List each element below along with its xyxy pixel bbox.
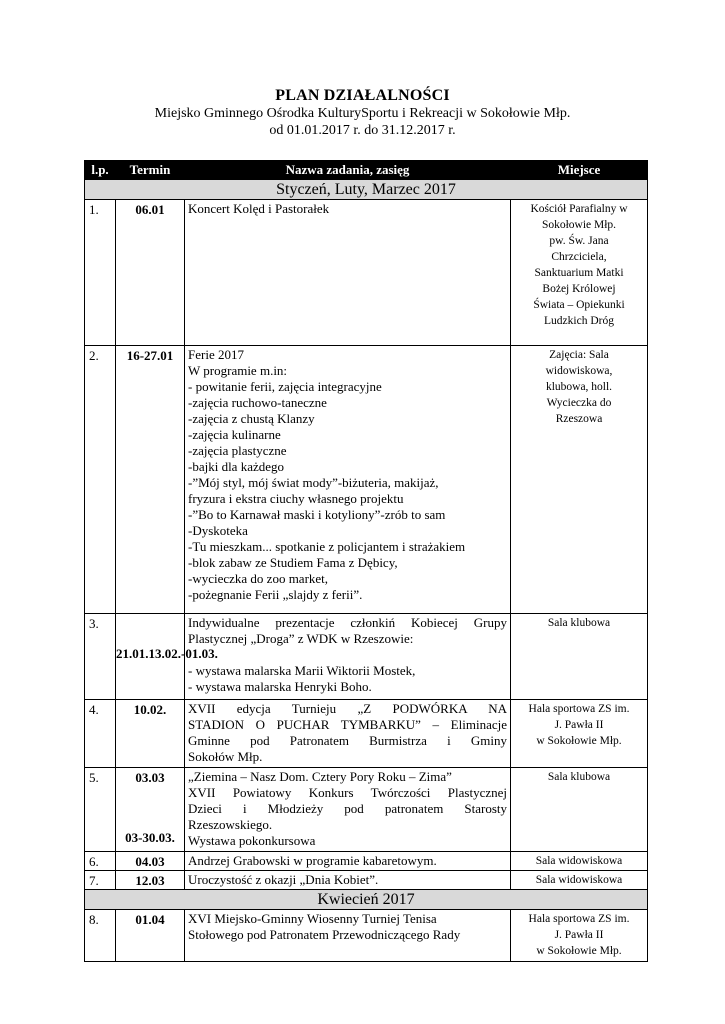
text-line: Świata – Opiekunki [533,299,625,311]
row-task-name [185,700,511,768]
row-term: 16-27.01 [116,346,185,614]
text-line: XVII edycja Turnieju „Z PODWÓRKA NA [188,701,507,716]
text-line: -zajęcia kulinarne [188,427,281,442]
text-line: STADION O PUCHAR TYMBARKU” – Eliminacje [188,717,507,732]
text-line: Zajęcia: Sala [549,349,609,361]
text-line: klubowa, holl. [545,381,613,393]
text-line: Rzeszowskiego. [188,817,273,832]
text-line: Sokołów Młp. [188,749,263,764]
text-line: 13.02.- [148,646,186,661]
text-line: Rzeszowa [555,413,603,425]
row-task-name [185,346,511,614]
table-row [85,768,648,852]
row-place [511,910,648,962]
text-line: -Tu mieszkam... spotkanie z policjantem i strażakiem [188,539,466,554]
row-place [511,768,648,852]
row-task-name [185,871,511,890]
text-line: Uroczystość z okazji „Dnia Kobiet”. [188,872,379,887]
text-line: 21.01. [116,646,149,661]
table-row [85,346,648,614]
text-line: Hala sportowa ZS im. [528,913,630,925]
text-line: Sanktuarium Matki [534,267,624,279]
row-place [511,871,648,890]
text-line: widowiskowa, [545,365,613,377]
text-line: -zajęcia ruchowo-taneczne [188,395,327,410]
text-line: Wystawa pokonkursowa [188,833,316,848]
section-heading: Kwiecień 2017 [85,890,648,910]
section-row-q1 [85,180,648,200]
text-line: -bajki dla każdego [188,459,285,474]
text-line: w Sokołowie Młp. [536,735,622,747]
row-number: 3. [85,614,116,700]
text-line: -wycieczka do zoo market, [188,571,329,586]
column-header-lp: l.p. [85,161,116,180]
text-line: Plastycznej „Droga” z WDK w Rzeszowie: [188,631,414,646]
table-row [85,852,648,871]
text-line: Wycieczka do [546,397,612,409]
text-line: Bożej Królowej [542,283,616,295]
column-header-place: Miejsce [511,161,648,180]
row-place [511,200,648,346]
text-line [188,647,507,663]
text-line: 03.03 [135,770,165,785]
text-line: W programie m.in: [188,363,288,378]
row-task-name [185,768,511,852]
column-header-name: Nazwa zadania, zasięg [185,161,511,180]
text-line: -blok zabaw ze Studiem Fama z Dębicy, [188,555,398,570]
activity-plan-table [84,160,648,962]
row-task-name [185,614,511,700]
row-number: 6. [85,852,116,871]
text-line: - wystawa malarska Henryki Boho. [188,679,372,694]
text-line: „Ziemina – Nasz Dom. Cztery Pory Roku – Zima” [188,769,452,784]
text-line: Sala klubowa [547,617,611,629]
text-line: Sala widowiskowa [535,855,623,867]
table-row [85,614,648,700]
row-task-name [185,200,511,346]
text-line: Gminne pod Patronatem Burmistrza i Gminy [188,733,507,748]
text-line: 01.03. [185,646,218,661]
text-line: -zajęcia plastyczne [188,443,287,458]
text-line: - wystawa malarska Marii Wiktorii Mostek, [188,663,416,678]
row-task-name [185,852,511,871]
document-period: od 01.01.2017 r. do 31.12.2017 r. [269,123,456,138]
text-line: 03-30.03. [125,830,175,845]
text-line: Hala sportowa ZS im. [528,703,630,715]
text-line: Stołowego pod Patronatem Przewodniczącego Rady [188,927,461,942]
text-line: Koncert Kolęd i Pastorałek [188,201,330,216]
row-place [511,700,648,768]
row-task-name [185,910,511,962]
column-header-term: Termin [116,161,185,180]
text-line: Indywidualne prezentacje członkiń Kobiecej Grupy [188,615,507,630]
row-place [511,852,648,871]
text-line: XVII Powiatowy Konkurs Twórczości Plastycznej [188,785,507,800]
row-place [511,346,648,614]
text-line: w Sokołowie Młp. [536,945,622,957]
row-number: 1. [85,200,116,346]
text-line: J. Pawła II [554,929,604,941]
table-row [85,700,648,768]
document-header [0,86,725,139]
row-number: 5. [85,768,116,852]
text-line: Sokołowie Młp. [541,219,617,231]
text-line: - powitanie ferii, zajęcia integracyjne [188,379,382,394]
document-title: PLAN DZIAŁALNOŚCI [275,87,450,104]
row-place [511,614,648,700]
text-line: -”Mój styl, mój świat mody”-biżuteria, makijaż, [188,475,439,490]
row-term [116,614,218,700]
row-number: 7. [85,871,116,890]
text-line: Dzieci i Młodzieży pod patronatem Starosty [188,801,507,816]
section-heading: Styczeń, Luty, Marzec 2017 [85,180,648,200]
row-term: 01.04 [116,910,185,962]
table-row [85,200,648,346]
table-row [85,910,648,962]
row-term: 06.01 [116,200,185,346]
text-line: -”Bo to Karnawał maski i kotyliony”-zrób to sam [188,507,446,522]
section-row-april [85,890,648,910]
row-number: 4. [85,700,116,768]
text-line: fryzura i ekstra ciuchy własnego projektu [188,491,404,506]
text-line: Andrzej Grabowski w programie kabaretowym. [188,853,437,868]
text-line: Sala klubowa [547,771,611,783]
text-line: Ferie 2017 [188,347,244,362]
document-subtitle: Miejsko Gminnego Ośrodka KulturySportu i Rekreacji w Sokołowie Młp. [154,106,571,121]
text-line: J. Pawła II [554,719,604,731]
text-line: pw. Św. Jana [549,235,609,247]
text-line: -Dyskoteka [188,523,248,538]
row-term: 04.03 [116,852,185,871]
row-number: 2. [85,346,116,614]
row-term: 10.02. [116,700,185,768]
text-line: XVI Miejsko-Gminny Wiosenny Turniej Tenisa [188,911,437,926]
text-line: Chrzciciela, [551,251,607,263]
text-line: Ludzkich Dróg [544,315,614,327]
text-line: Sala widowiskowa [535,874,623,886]
row-term: 12.03 [116,871,185,890]
table-header-row [85,161,648,180]
text-line: -pożegnanie Ferii „slajdy z ferii”. [188,587,363,602]
text-line: Kościół Parafialny w [530,203,628,215]
text-line: -zajęcia z chustą Klanzy [188,411,315,426]
row-number: 8. [85,910,116,962]
table-row [85,871,648,890]
row-term [116,768,185,852]
